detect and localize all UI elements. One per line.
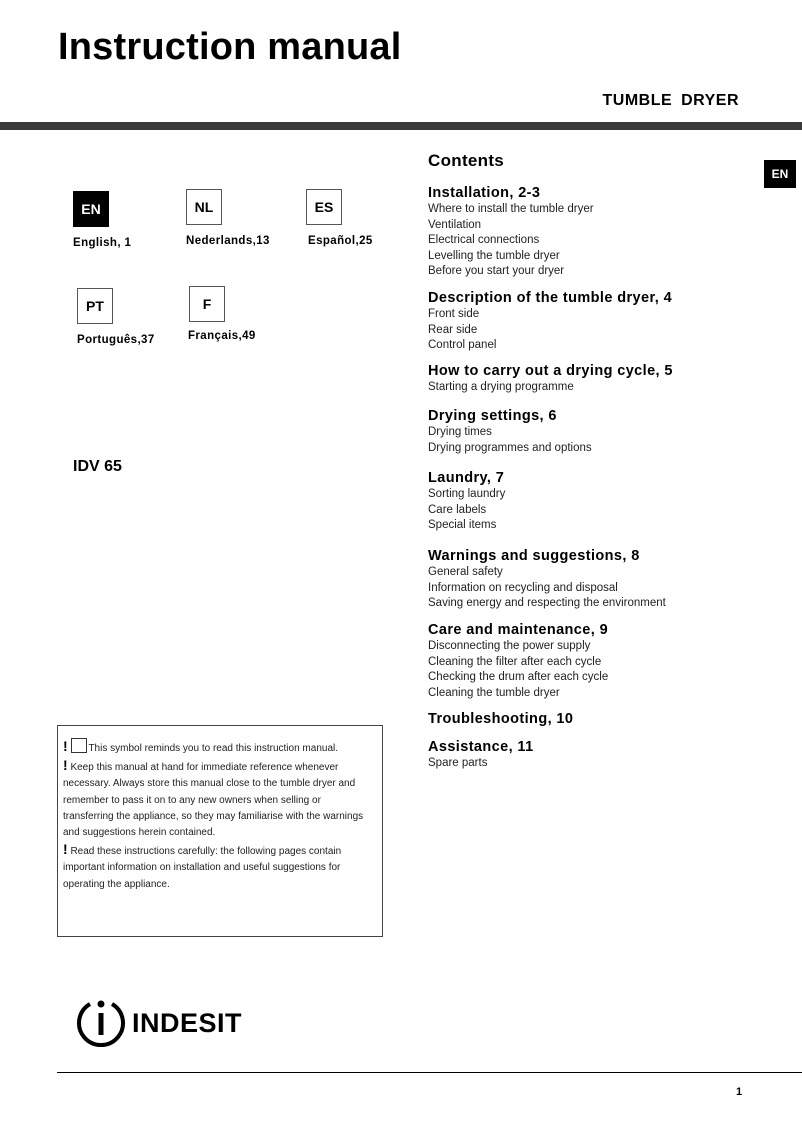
- language-label: Français,49: [188, 330, 256, 342]
- section-item: Ventilation: [428, 218, 482, 231]
- section-item: Before you start your dryer: [428, 265, 565, 277]
- contents-heading: Contents: [428, 151, 505, 170]
- warning-icon: !: [63, 841, 68, 858]
- section-item: Disconnecting the power supply: [428, 640, 591, 652]
- section-title: Drying settings, 6: [428, 408, 557, 424]
- language-tab: EN: [764, 160, 796, 188]
- section-item: Levelling the tumble dryer: [428, 249, 560, 262]
- section-title: Care and maintenance, 9: [428, 622, 609, 638]
- section-item: Starting a drying programme: [428, 381, 574, 393]
- contents-section: [428, 469, 505, 534]
- language-code-box: ES: [306, 189, 342, 225]
- language-portuguese[interactable]: [77, 288, 197, 346]
- note-box: [57, 725, 383, 937]
- language-french[interactable]: [189, 286, 309, 342]
- section-item: Checking the drum after each cycle: [428, 671, 609, 683]
- contents-section: [428, 407, 592, 456]
- page-number: 1: [736, 1086, 743, 1098]
- note-paragraph: ! Keep this manual at hand for immediate reference whenever necessary. Always store this manual close to the tumble dryer and remember to pass it on to any new owners when selling or transferring the appliance, so they may familiarise with the warnings and suggestions herein contained.: [63, 757, 364, 839]
- section-item: Front side: [428, 308, 480, 320]
- language-code-box: PT: [77, 288, 113, 324]
- language-code-box: EN: [73, 191, 109, 227]
- contents-section: [428, 184, 594, 280]
- brand-logo: [76, 998, 242, 1048]
- section-item: Cleaning the tumble dryer: [428, 686, 560, 699]
- note-paragraph: ! This symbol reminds you to read this instruction manual.: [63, 738, 339, 754]
- contents-section: [428, 547, 666, 612]
- language-code-box: NL: [186, 189, 222, 225]
- contents-section: [428, 710, 573, 728]
- power-i-icon: [76, 998, 126, 1048]
- language-label: Nederlands,13: [186, 235, 270, 247]
- section-item: Cleaning the filter after each cycle: [428, 655, 602, 668]
- section-title: Troubleshooting, 10: [428, 711, 574, 727]
- document-title: Instruction manual: [58, 26, 402, 68]
- contents-section: [428, 621, 608, 701]
- language-dutch[interactable]: [186, 189, 306, 247]
- warning-icon: !: [63, 738, 68, 754]
- section-item: Drying times: [428, 426, 492, 438]
- section-title: Description of the tumble dryer, 4: [428, 290, 673, 306]
- brand-name: INDESIT: [132, 1007, 243, 1038]
- section-title: Warnings and suggestions, 8: [428, 548, 640, 564]
- section-title: How to carry out a drying cycle, 5: [428, 363, 673, 379]
- contents-section: [428, 362, 673, 396]
- section-item: Spare parts: [428, 757, 488, 769]
- section-item: General safety: [428, 566, 503, 578]
- language-label: Português,37: [77, 334, 155, 346]
- section-item: Special items: [428, 519, 497, 531]
- section-item: Care labels: [428, 503, 487, 516]
- section-item: Electrical connections: [428, 234, 540, 246]
- contents-section: [428, 289, 672, 354]
- model-number: IDV 65: [73, 458, 122, 475]
- section-item: Information on recycling and disposal: [428, 581, 618, 594]
- language-label: Español,25: [308, 235, 373, 247]
- language-label: English, 1: [73, 237, 132, 249]
- section-title: Laundry, 7: [428, 470, 505, 486]
- note-paragraph: ! Read these instructions carefully: the following pages contain important information on installation and useful suggestions for operating the appliance.: [63, 841, 342, 890]
- section-title: Installation, 2-3: [428, 185, 541, 201]
- language-spanish[interactable]: [306, 189, 426, 247]
- section-item: Rear side: [428, 323, 478, 336]
- section-item: Sorting laundry: [428, 488, 506, 500]
- book-icon: [71, 738, 87, 753]
- section-title: Assistance, 11: [428, 739, 534, 755]
- language-code-box: F: [189, 286, 225, 322]
- section-item: Control panel: [428, 339, 497, 351]
- document-subtitle: TUMBLE DRYER: [602, 92, 739, 109]
- footer-divider: [57, 1072, 802, 1073]
- section-item: Drying programmes and options: [428, 441, 592, 454]
- section-item: Saving energy and respecting the environment: [428, 597, 666, 609]
- contents-section: [428, 738, 534, 772]
- section-item: Where to install the tumble dryer: [428, 203, 594, 215]
- warning-icon: !: [63, 757, 68, 774]
- language-english[interactable]: [73, 191, 193, 249]
- header-divider: [0, 122, 802, 130]
